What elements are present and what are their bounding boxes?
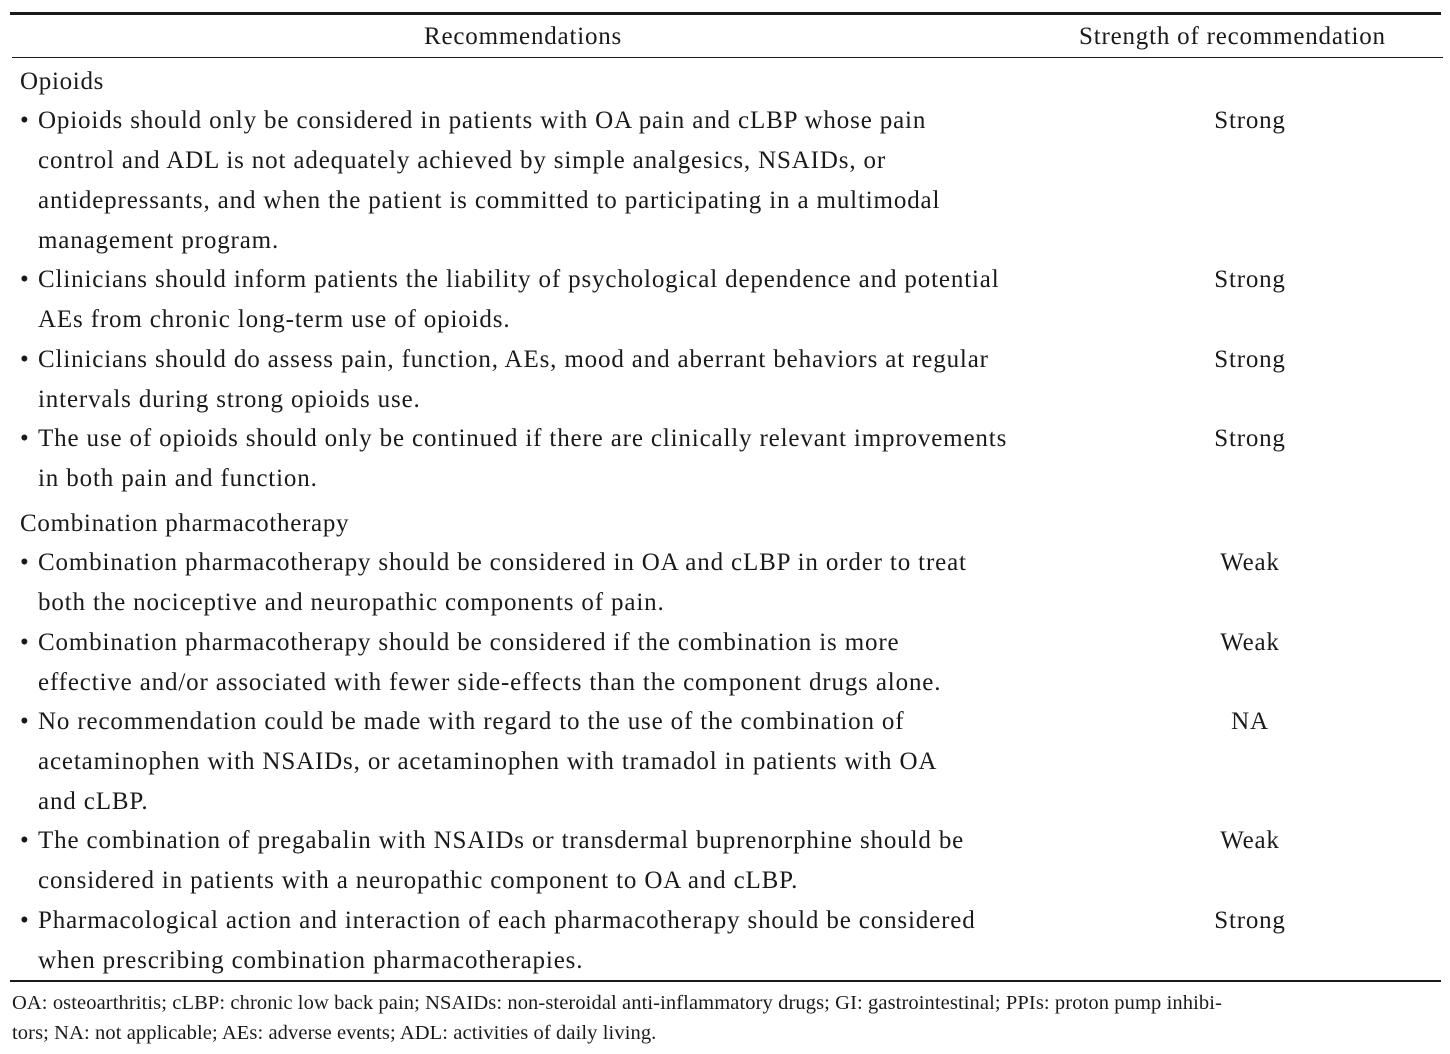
recommendation-text: Pharmacological action and interaction of each pharmacotherapy should be considered when prescribing combination pharmacotherapies. xyxy=(38,907,976,974)
recommendation-text: Combination pharmacotherapy should be considered in OA and cLBP in order to treat both the nociceptive and neuropathic components of pain. xyxy=(38,549,967,616)
section-title-combination: Combination pharmacotherapy xyxy=(20,510,350,537)
recommendation-text: Clinicians should do assess pain, function, AEs, mood and aberrant behaviors at regular intervals during strong opioids use. xyxy=(38,346,989,413)
recommendation-text: Combination pharmacotherapy should be considered if the combination is more effective and/or associated with fewer side-effects than the component drugs alone. xyxy=(38,629,942,696)
table-header-rule xyxy=(12,57,1443,58)
strength-value: Weak xyxy=(1220,827,1280,854)
strength-value: Strong xyxy=(1214,107,1286,134)
strength-value: NA xyxy=(1231,708,1269,735)
recommendation-text: Opioids should only be considered in patients with OA pain and cLBP whose pain control and ADL is not adequately achieved by simple analgesics, NSAIDs, or antidepressants, and when the patient is committed to participating in a multimodal management program. xyxy=(38,107,941,254)
bullet: • xyxy=(20,266,29,293)
recommendation-text: Clinicians should inform patients the liability of psychological dependence and potential AEs from chronic long-term use of opioids. xyxy=(38,266,1000,333)
strength-value: Strong xyxy=(1214,425,1286,452)
bullet: • xyxy=(20,827,29,854)
strength-value: Strong xyxy=(1214,907,1286,934)
strength-value: Strong xyxy=(1214,266,1286,293)
recommendation-text: No recommendation could be made with regard to the use of the combination of acetaminophen with NSAIDs, or acetaminophen with tramadol in patients with OA and cLBP. xyxy=(38,708,938,815)
recommendation-text: The use of opioids should only be continued if there are clinically relevant improvements in both pain and function. xyxy=(38,425,1008,492)
header-strength: Strength of recommendation xyxy=(1079,23,1386,50)
bullet: • xyxy=(20,107,29,134)
bullet: • xyxy=(20,708,29,735)
table-top-rule xyxy=(10,12,1441,15)
strength-value: Weak xyxy=(1220,549,1280,576)
bullet: • xyxy=(20,629,29,656)
recommendation-text: The combination of pregabalin with NSAIDs or transdermal buprenorphine should be considered in patients with a neuropathic component to OA and cLBP. xyxy=(38,827,965,894)
table-footnote: OA: osteoarthritis; cLBP: chronic low back pain; NSAIDs: non-steroidal anti-inflammatory drugs; GI: gastrointestinal; PPIs: proton pump inhibi- tors; NA: not applicable; AEs: adverse events; ADL: activities of daily living. xyxy=(12,992,1222,1044)
strength-value: Strong xyxy=(1214,346,1286,373)
header-recommendations: Recommendations xyxy=(424,23,623,50)
bullet: • xyxy=(20,425,29,452)
bullet: • xyxy=(20,346,29,373)
strength-value: Weak xyxy=(1220,629,1280,656)
bullet: • xyxy=(20,549,29,576)
section-title-opioids: Opioids xyxy=(20,68,105,95)
bullet: • xyxy=(20,907,29,934)
table-bottom-rule xyxy=(10,980,1441,982)
